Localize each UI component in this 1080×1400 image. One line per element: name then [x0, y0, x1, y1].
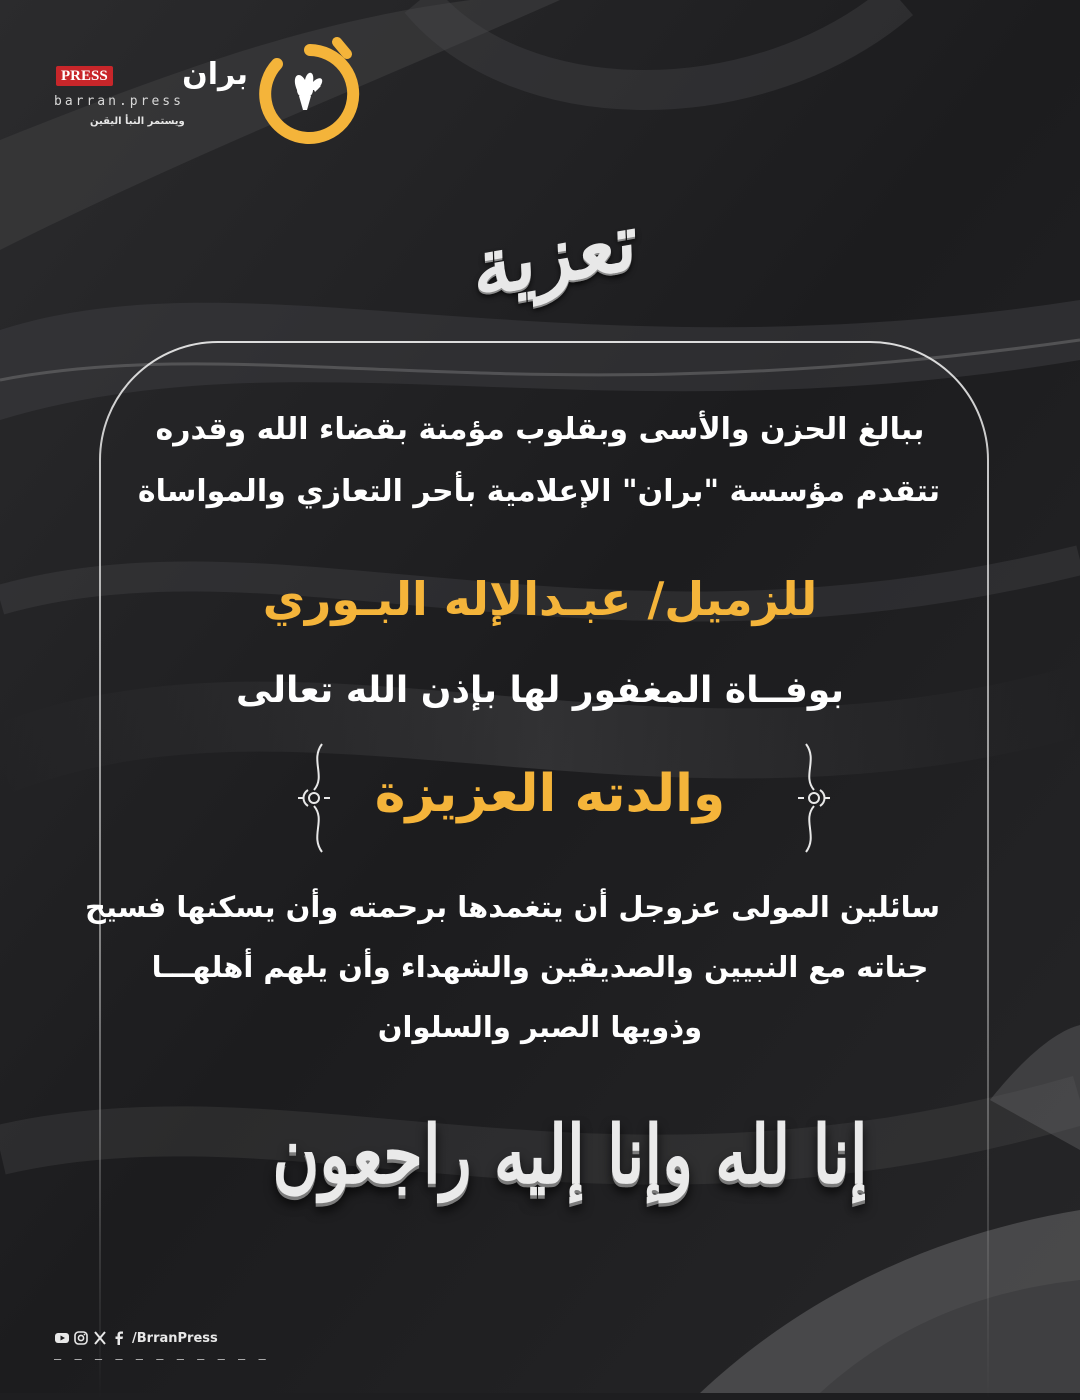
verse-text: إنا لله وإنا إليه راجعون — [272, 1108, 868, 1202]
press-badge: PRESS — [56, 66, 113, 86]
social-handle[interactable]: /BrranPress — [132, 1330, 218, 1346]
message-line-4: بوفــاة المغفور لها بإذن الله تعالى — [236, 670, 844, 711]
condolence-title-text: تعزية — [471, 194, 639, 316]
ornament-right-icon — [796, 740, 832, 856]
logo-ring-icon — [255, 36, 365, 146]
message-line-2: تتقدم مؤسسة "بران" الإعلامية بأحر التعازي والمواساة — [137, 474, 940, 509]
footer-divider: – – – – – – – – – – – — [54, 1352, 269, 1366]
x-icon[interactable] — [92, 1330, 108, 1346]
message-line-8: وذويها الصبر والسلوان — [377, 1010, 703, 1044]
condolence-title — [440, 175, 670, 335]
rooster-icon — [295, 73, 322, 110]
facebook-icon[interactable] — [111, 1330, 127, 1346]
logo-wordmark — [50, 56, 250, 136]
ornament-left-icon — [296, 740, 332, 856]
instagram-icon[interactable] — [73, 1330, 89, 1346]
message-line-6: سائلين المولى عزوجل أن يتغمدها برحمته وأن يسكنها فسيح — [85, 890, 940, 924]
brand-tagline: ويستمر النبأ اليقين — [90, 116, 185, 127]
youtube-icon[interactable] — [54, 1330, 70, 1346]
brand-url: barran.press — [54, 94, 184, 109]
message-line-1: ببالغ الحزن والأسى وبقلوب مؤمنة بقضاء الله وقدره — [155, 412, 925, 447]
message-line-7: جناته مع النبيين والصديقين والشهداء وأن يلهم أهلهـــا — [151, 950, 929, 984]
brand-name: بران — [182, 57, 248, 92]
brand-logo — [50, 36, 320, 146]
social-links — [54, 1328, 218, 1348]
deceased-name: والدته العزيزة — [374, 764, 726, 824]
verse-calligraphy — [270, 1075, 870, 1235]
recipient-name: للزميل/ عبـدالإله البـوري — [262, 572, 818, 626]
